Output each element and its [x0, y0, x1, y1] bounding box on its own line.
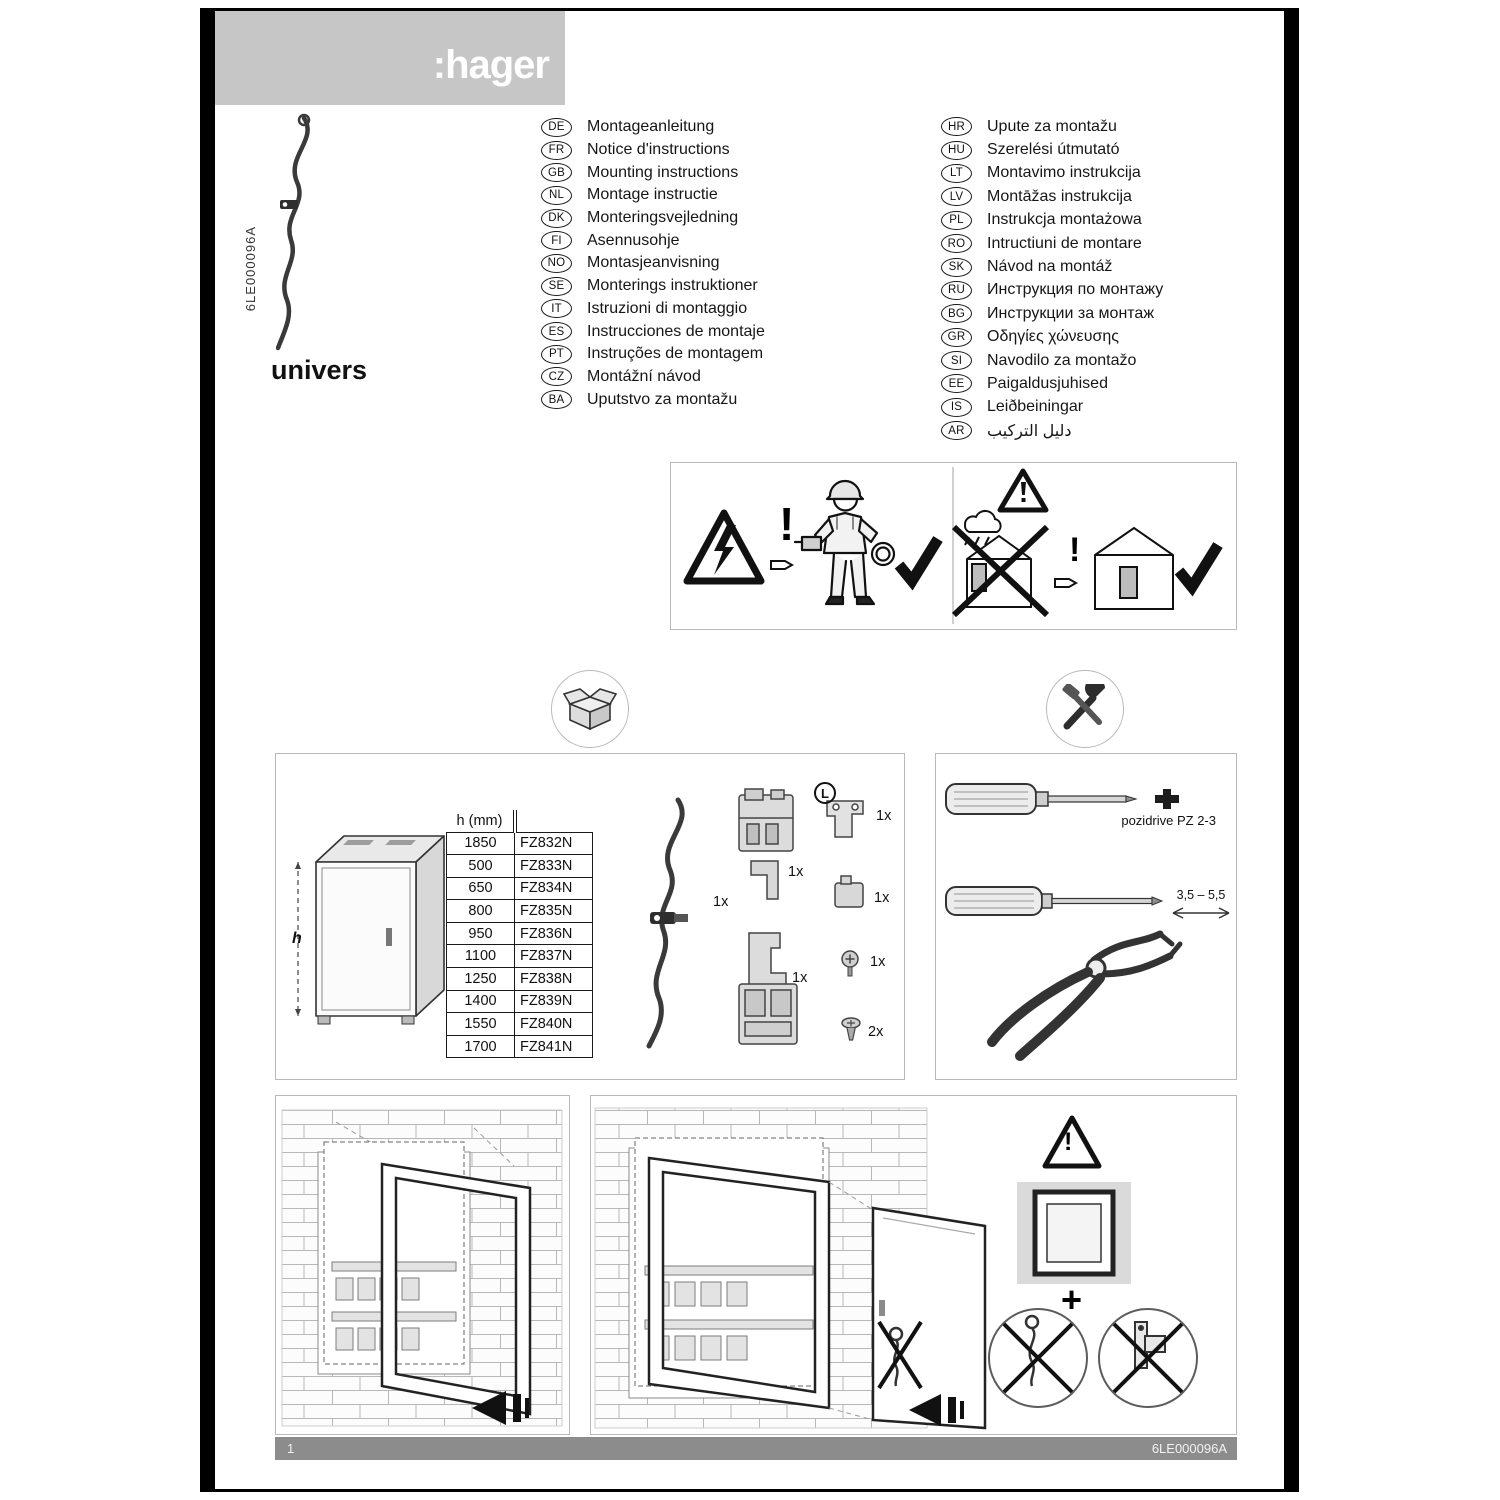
bottom-border-line — [200, 1489, 1299, 1492]
language-code-badge: PT — [541, 345, 572, 364]
height-cell: 650 — [447, 877, 515, 900]
clip-part — [751, 861, 778, 899]
language-item — [541, 366, 765, 389]
height-cell: 1850 — [447, 832, 515, 855]
language-item — [941, 302, 1163, 325]
language-label: Intructiuni de montare — [987, 234, 1142, 252]
language-item — [541, 388, 765, 411]
flat-blade-range-label: 3,5 – 5,5 — [1176, 888, 1226, 902]
tools-icon — [1059, 684, 1111, 734]
height-cell: 1700 — [447, 1035, 515, 1058]
language-item — [941, 279, 1163, 302]
language-item — [541, 275, 765, 298]
language-item — [541, 320, 765, 343]
language-label: Инструкции за монтаж — [987, 304, 1155, 322]
header-band — [215, 11, 565, 105]
language-item — [541, 229, 765, 252]
language-code-badge: SK — [941, 258, 972, 277]
flat-screw-quantity: 2x — [868, 1024, 884, 1040]
language-code-badge: FI — [541, 231, 572, 250]
language-label: Instruções de montagem — [587, 345, 764, 363]
safety-pictogram-panel — [670, 462, 1237, 630]
pointing-hand-icon — [1055, 579, 1076, 587]
key-quantity: 1x — [713, 894, 729, 910]
reference-cell: FZ835N — [515, 900, 593, 923]
reference-cell: FZ833N — [515, 855, 593, 878]
language-item — [541, 139, 765, 162]
door-install-illustration — [591, 1096, 1235, 1433]
side-doc-code: 6LE000096A — [243, 226, 258, 312]
language-label: Instrucciones de montaje — [587, 322, 765, 340]
footer-bar — [275, 1437, 1237, 1460]
language-code-badge: IT — [541, 299, 572, 318]
language-code-badge: EE — [941, 374, 972, 393]
language-label: Инструкция по монтажу — [987, 281, 1164, 299]
size-table-header: h (mm) — [447, 810, 515, 832]
language-code-badge: BA — [541, 390, 572, 409]
flat-screwdriver-illustration — [944, 882, 1169, 922]
install-frame-box — [275, 1095, 570, 1435]
language-label: Montage instructie — [587, 186, 718, 204]
height-cell: 1550 — [447, 1013, 515, 1036]
language-label: Montageanleitung — [587, 118, 715, 136]
language-label: Istruzioni di montaggio — [587, 299, 748, 317]
language-code-badge: GR — [941, 328, 972, 347]
reference-cell: FZ836N — [515, 922, 593, 945]
language-item — [941, 396, 1163, 419]
size-table-row — [447, 968, 593, 991]
door-front-card — [1017, 1182, 1131, 1284]
language-code-badge: IS — [941, 398, 972, 417]
connector-part-large — [739, 984, 797, 1044]
size-table-header-spacer — [515, 810, 593, 832]
connector-part — [739, 789, 793, 851]
right-border-bar — [1284, 8, 1299, 1492]
size-table-row — [447, 832, 593, 855]
exclamation-mark: ! — [1069, 531, 1081, 569]
language-item — [941, 138, 1163, 161]
language-code-badge: RO — [941, 234, 972, 253]
language-label: Paigaldusjuhised — [987, 374, 1108, 392]
footer-doc-code: 6LE000096A — [1151, 1441, 1227, 1456]
exclamation-mark: ! — [779, 498, 795, 550]
language-label: Montasjeanvisning — [587, 254, 720, 272]
language-list-right — [941, 115, 1163, 442]
reference-cell: FZ841N — [515, 1035, 593, 1058]
language-list-left — [541, 116, 765, 411]
language-code-badge: PL — [941, 211, 972, 230]
product-name: univers — [271, 355, 368, 385]
pointing-hand-icon — [771, 561, 792, 569]
check-icon — [1179, 545, 1218, 587]
language-item — [541, 161, 765, 184]
key-icon — [280, 200, 298, 209]
language-label: Szerelési útmutató — [987, 141, 1120, 159]
electric-warning-triangle-icon — [687, 513, 761, 581]
language-label: Montážní návod — [587, 367, 701, 385]
height-cell: 1100 — [447, 945, 515, 968]
language-label: Upute za montažu — [987, 117, 1117, 135]
language-item — [941, 209, 1163, 232]
language-item — [541, 298, 765, 321]
exclamation-mark: ! — [1064, 1128, 1073, 1156]
height-dimension-label: h — [292, 930, 302, 947]
language-code-badge: DK — [541, 209, 572, 228]
reference-cell: FZ837N — [515, 945, 593, 968]
pliers-illustration — [982, 926, 1187, 1071]
lock-part — [827, 801, 863, 837]
key-icon — [650, 912, 688, 924]
language-code-badge: BG — [941, 304, 972, 323]
language-label: Navodilo za montažo — [987, 351, 1137, 369]
language-code-badge: HU — [941, 141, 972, 160]
language-item — [941, 232, 1163, 255]
language-label: Návod na montáž — [987, 258, 1113, 276]
footer-page-number: 1 — [287, 1441, 295, 1456]
size-table-row — [447, 945, 593, 968]
language-label: Instrukcja montażowa — [987, 211, 1142, 229]
unpacking-step-badge — [551, 670, 629, 748]
language-label: Monterings instruktioner — [587, 277, 758, 295]
size-table-header-row — [447, 810, 593, 832]
language-item — [941, 115, 1163, 138]
check-icon — [899, 539, 938, 581]
language-label: Monteringsvejledning — [587, 209, 739, 227]
plus-sign: + — [1061, 1279, 1083, 1320]
size-table — [446, 810, 593, 1058]
height-cell: 950 — [447, 922, 515, 945]
language-item — [541, 116, 765, 139]
size-table-row — [447, 922, 593, 945]
hinge-part — [835, 876, 863, 907]
language-item — [941, 162, 1163, 185]
frame-install-illustration — [276, 1096, 568, 1433]
language-label: Οδηγίες χώνευσης — [987, 328, 1119, 346]
clip-part-large — [749, 933, 786, 986]
reference-cell: FZ834N — [515, 877, 593, 900]
safety-illustrations — [671, 463, 1235, 628]
clip-large-quantity: 1x — [792, 970, 808, 986]
language-label: Montavimo instrukcija — [987, 164, 1141, 182]
language-label: Montāžas instrukcija — [987, 187, 1132, 205]
left-border-bar — [200, 8, 215, 1492]
language-code-badge: SI — [941, 351, 972, 370]
flat-screw-part — [842, 1018, 860, 1040]
key-strap-part — [644, 794, 702, 1050]
size-table-row — [447, 855, 593, 878]
size-table-row — [447, 1035, 593, 1058]
reference-cell: FZ840N — [515, 1013, 593, 1036]
height-cell: 500 — [447, 855, 515, 878]
reference-cell: FZ839N — [515, 990, 593, 1013]
language-code-badge: SE — [541, 277, 572, 296]
door-panel — [873, 1208, 985, 1428]
reference-cell: FZ832N — [515, 832, 593, 855]
height-cell: 1250 — [447, 968, 515, 991]
language-item — [941, 326, 1163, 349]
language-item — [541, 252, 765, 275]
language-item — [941, 419, 1163, 442]
language-item — [541, 343, 765, 366]
pan-screw-part — [842, 951, 858, 976]
language-code-badge: GB — [541, 163, 572, 182]
l-part-quantity: 1x — [876, 808, 892, 824]
pan-screw-quantity: 1x — [870, 954, 886, 970]
language-item — [941, 372, 1163, 395]
language-code-badge: HR — [941, 117, 972, 136]
language-code-badge: CZ — [541, 367, 572, 386]
clip-quantity: 1x — [788, 864, 804, 880]
language-item — [941, 349, 1163, 372]
open-box-icon — [562, 686, 618, 732]
door-install-box — [590, 1095, 1237, 1435]
reference-cell: FZ838N — [515, 968, 593, 991]
size-table-row — [447, 900, 593, 923]
language-item — [941, 255, 1163, 278]
indoor-house-icon — [1095, 528, 1173, 609]
tools-box — [935, 753, 1237, 1080]
language-label: Asennusohje — [587, 231, 680, 249]
hinge-quantity: 1x — [874, 890, 890, 906]
key-strap-illustration — [276, 112, 322, 354]
language-label: Mounting instructions — [587, 163, 739, 181]
dimension-arrow-icon — [1169, 906, 1233, 920]
pozidrive-symbol-icon — [1155, 789, 1179, 809]
language-code-badge: NO — [541, 254, 572, 273]
language-code-badge: NL — [541, 186, 572, 205]
height-cell: 1400 — [447, 990, 515, 1013]
language-label: Notice d'instructions — [587, 141, 730, 159]
electrician-figure — [795, 481, 894, 604]
language-label: Uputstvo za montažu — [587, 390, 738, 408]
language-code-badge: LV — [941, 187, 972, 206]
forbidden-parts-circles — [989, 1309, 1197, 1407]
language-item — [541, 207, 765, 230]
l-part-badge: L — [814, 782, 836, 804]
hager-logo: :hager — [432, 42, 549, 87]
language-code-badge: ES — [541, 322, 572, 341]
language-label: Leiðbeiningar — [987, 398, 1084, 416]
size-table-row — [447, 877, 593, 900]
language-code-badge: DE — [541, 118, 572, 137]
size-table-row — [447, 990, 593, 1013]
language-item — [941, 185, 1163, 208]
enclosure-illustration — [286, 820, 451, 1038]
tools-step-badge — [1046, 670, 1124, 748]
phillips-label: pozidrive PZ 2-3 — [1121, 813, 1216, 828]
language-code-badge: FR — [541, 141, 572, 160]
language-code-badge: LT — [941, 164, 972, 183]
language-code-badge: RU — [941, 281, 972, 300]
language-item — [541, 184, 765, 207]
height-cell: 800 — [447, 900, 515, 923]
warning-triangle-icon — [1000, 471, 1046, 510]
language-code-badge: AR — [941, 421, 972, 440]
language-label: دليل التركيب — [987, 422, 1072, 440]
contents-box — [275, 753, 905, 1080]
size-table-row — [447, 1013, 593, 1036]
